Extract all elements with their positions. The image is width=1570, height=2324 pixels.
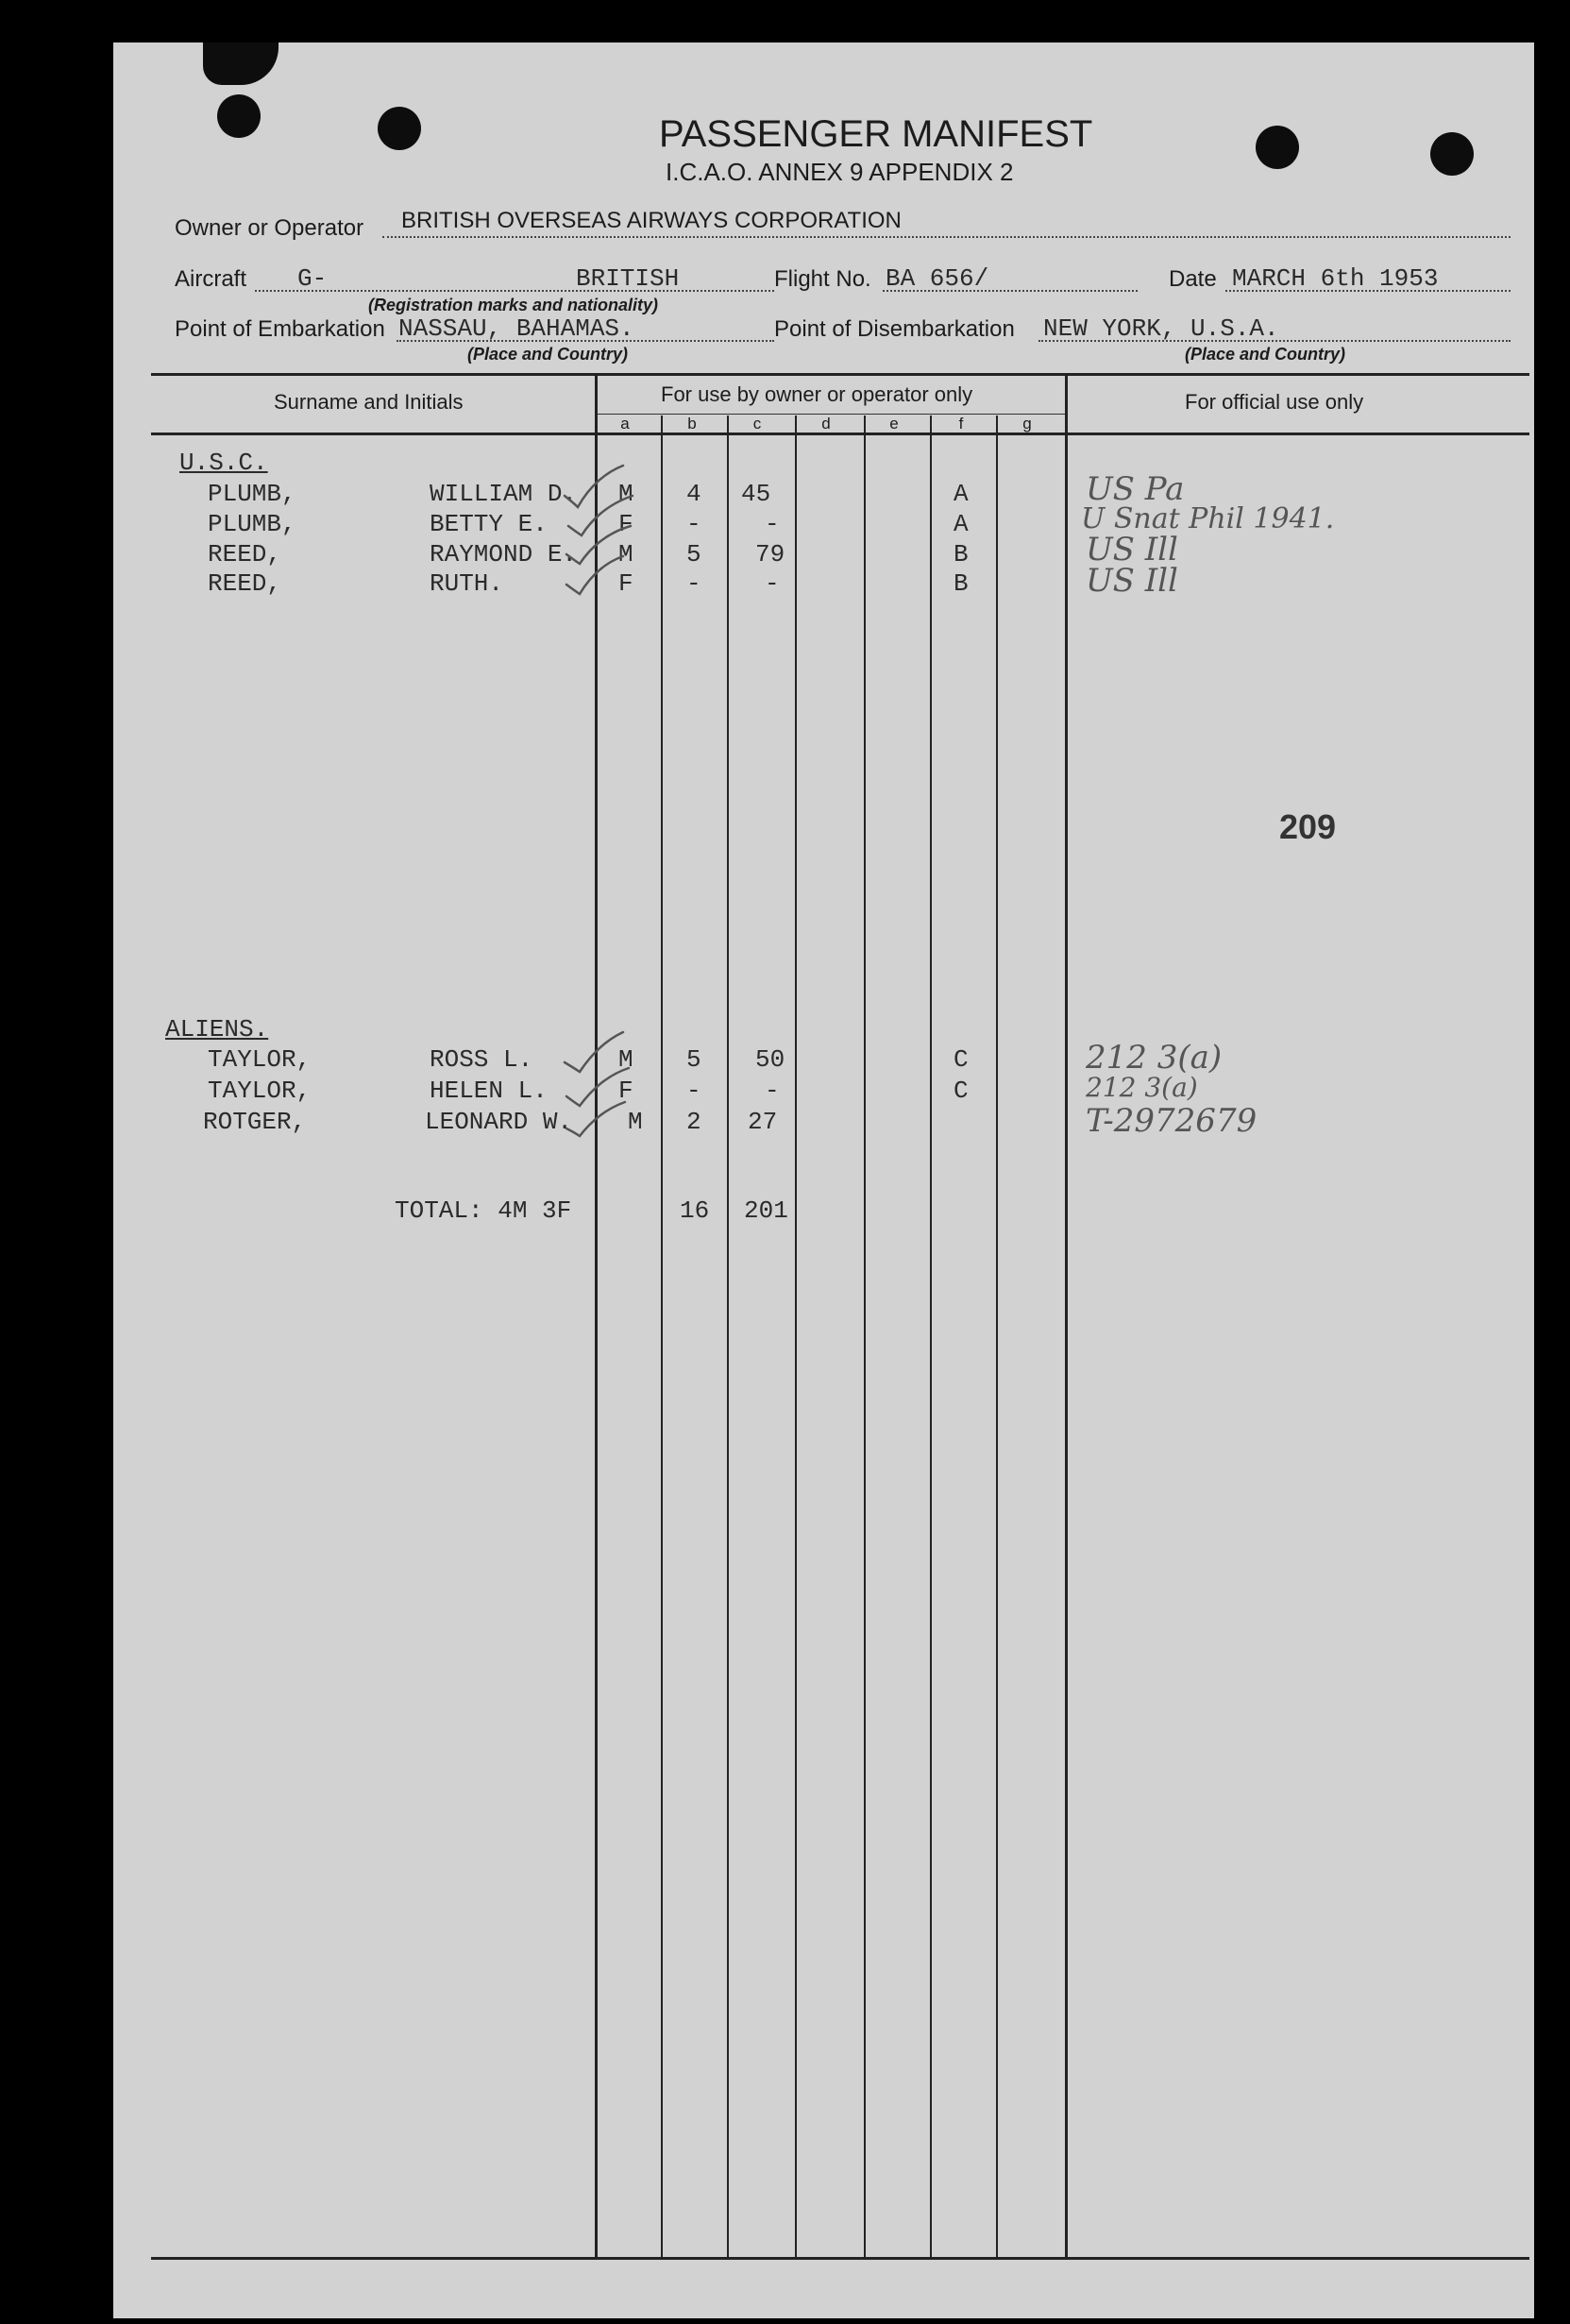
row-col-c: 50 — [755, 1045, 785, 1074]
punch-hole-right — [1256, 126, 1299, 169]
subcol-g: g — [1022, 415, 1032, 433]
row-col-b: - — [686, 1077, 701, 1105]
stamp-number: 209 — [1279, 807, 1337, 846]
row-surname: ROTGER, — [203, 1108, 307, 1136]
row-official-note: US Ill — [1086, 531, 1178, 568]
row-col-b: - — [686, 510, 701, 538]
row-official-note: U Snat Phil 1941. — [1081, 502, 1335, 535]
col-divider-e — [930, 416, 932, 2257]
embark-value: NASSAU, BAHAMAS. — [398, 314, 634, 343]
row-col-a: F — [618, 1077, 633, 1105]
group-label-aliens: ALIENS. — [165, 1015, 269, 1043]
date-label: Date — [1169, 266, 1217, 292]
row-initials: WILLIAM D. — [430, 480, 578, 508]
disembark-label: Point of Disembarkation — [774, 316, 1015, 342]
row-col-b: - — [686, 569, 701, 598]
row-surname: TAYLOR, — [208, 1077, 312, 1105]
row-col-a: M — [628, 1108, 643, 1136]
row-surname: TAYLOR, — [208, 1045, 312, 1074]
row-official-note: US Pa — [1086, 470, 1185, 508]
punch-hole-left — [217, 94, 261, 138]
total-label: TOTAL: 4M 3F — [395, 1196, 572, 1225]
row-col-c: 27 — [748, 1108, 778, 1136]
row-col-f: C — [954, 1045, 969, 1074]
row-surname: PLUMB, — [208, 510, 296, 538]
row-col-f: B — [954, 569, 969, 598]
subcol-b: b — [687, 415, 697, 433]
row-initials: RUTH. — [430, 569, 504, 598]
col-header-official: For official use only — [1185, 390, 1364, 414]
torn-corner — [203, 42, 279, 85]
check-marks — [557, 458, 670, 1176]
flight-dotline — [883, 290, 1138, 292]
page-subtitle: I.C.A.O. ANNEX 9 APPENDIX 2 — [666, 158, 1014, 186]
row-col-c: - — [765, 510, 780, 538]
row-col-a: M — [618, 540, 633, 568]
row-col-a: F — [618, 569, 633, 598]
flight-label: Flight No. — [774, 266, 871, 292]
check-mark-icon — [565, 1032, 623, 1072]
table-top-rule — [151, 373, 1529, 376]
punch-hole-left-2 — [378, 107, 421, 150]
embark-note: (Place and Country) — [467, 345, 629, 364]
table-bottom-rule — [151, 2257, 1529, 2260]
row-col-c: - — [765, 569, 780, 598]
row-col-a: M — [618, 1045, 633, 1074]
subcol-d: d — [821, 415, 831, 433]
row-col-c: 79 — [755, 540, 785, 568]
aircraft-nationality: BRITISH — [576, 264, 680, 293]
subcol-e: e — [889, 415, 899, 433]
row-official-note: 212 3(a) — [1086, 1039, 1223, 1077]
owner-dotline — [382, 236, 1511, 238]
row-col-b: 2 — [686, 1108, 701, 1136]
subcol-c: c — [752, 415, 762, 433]
row-official-note: T-2972679 — [1086, 1102, 1258, 1140]
disembark-dotline — [1038, 340, 1511, 342]
owner-label: Owner or Operator — [175, 215, 364, 241]
subcol-a: a — [620, 415, 630, 433]
row-initials: LEONARD W. — [425, 1108, 573, 1136]
row-initials: HELEN L. — [430, 1077, 548, 1105]
row-col-f: C — [954, 1077, 969, 1105]
row-surname: REED, — [208, 540, 282, 568]
col-divider-official — [1065, 373, 1068, 2257]
row-official-note: 212 3(a) — [1086, 1072, 1198, 1103]
registration-note: (Registration marks and nationality) — [368, 296, 659, 314]
embark-dotline — [397, 340, 774, 342]
date-dotline — [1225, 290, 1511, 292]
col-divider-b — [727, 416, 729, 2257]
group-label-usc: U.S.C. — [179, 449, 268, 477]
row-col-b: 5 — [686, 540, 701, 568]
row-surname: REED, — [208, 569, 282, 598]
col-divider-c — [795, 416, 797, 2257]
disembark-value: NEW YORK, U.S.A. — [1043, 314, 1279, 343]
check-mark-icon — [566, 1102, 625, 1136]
row-official-note: US Ill — [1086, 562, 1178, 600]
subcol-f: f — [958, 415, 964, 433]
disembark-note: (Place and Country) — [1185, 345, 1346, 364]
row-initials: ROSS L. — [430, 1045, 533, 1074]
col-divider-d — [864, 416, 866, 2257]
owner-value: BRITISH OVERSEAS AIRWAYS CORPORATION — [401, 208, 902, 233]
row-initials: RAYMOND E. — [430, 540, 578, 568]
row-col-f: B — [954, 540, 969, 568]
aircraft-value: G- — [297, 264, 328, 293]
row-col-f: A — [954, 510, 969, 538]
total-col-b: 16 — [680, 1196, 710, 1225]
manifest-sheet — [113, 42, 1534, 2318]
row-col-f: A — [954, 480, 969, 508]
aircraft-label: Aircraft — [175, 266, 247, 292]
page-title: PASSENGER MANIFEST — [659, 113, 1093, 155]
check-mark-icon — [565, 466, 623, 507]
punch-hole-right-2 — [1430, 132, 1474, 176]
total-col-c: 201 — [744, 1196, 788, 1225]
date-value: MARCH 6th 1953 — [1232, 264, 1439, 293]
row-col-c: 45 — [741, 480, 771, 508]
col-header-surname: Surname and Initials — [274, 390, 464, 414]
aircraft-dotline — [255, 290, 774, 292]
row-col-b: 5 — [686, 1045, 701, 1074]
check-mark-icon — [566, 1068, 629, 1106]
flight-value: BA 656/ — [886, 264, 989, 293]
row-col-c: - — [765, 1077, 780, 1105]
row-col-a: F — [618, 510, 633, 538]
row-col-a: M — [618, 480, 633, 508]
row-surname: PLUMB, — [208, 480, 296, 508]
row-initials: BETTY E. — [430, 510, 548, 538]
embark-label: Point of Embarkation — [175, 316, 385, 342]
col-divider-f — [996, 416, 998, 2257]
row-col-b: 4 — [686, 480, 701, 508]
col-header-owner: For use by owner or operator only — [661, 382, 973, 406]
